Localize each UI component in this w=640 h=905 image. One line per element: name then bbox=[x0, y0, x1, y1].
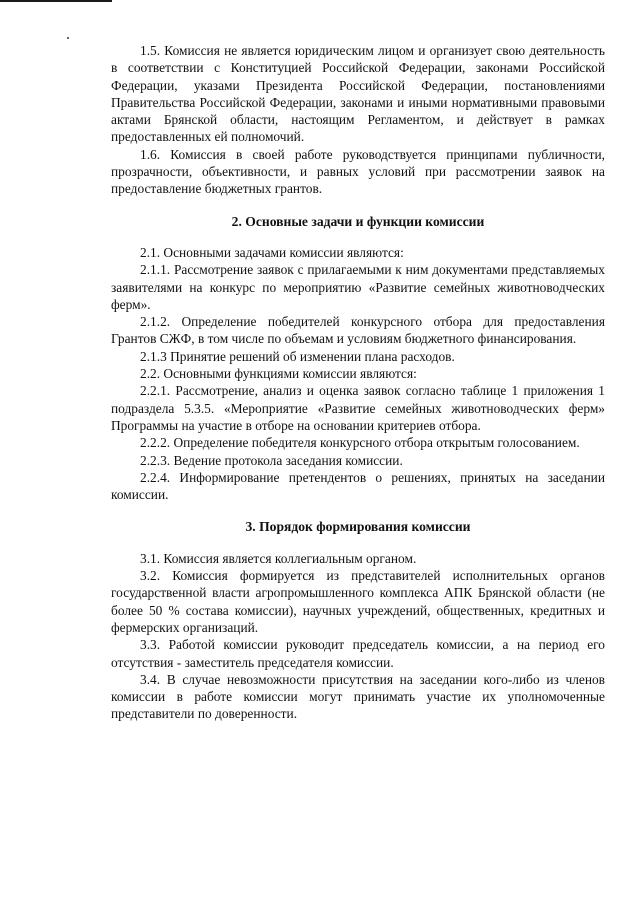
scan-speck bbox=[67, 37, 69, 39]
paragraph-2-1-1: 2.1.1. Рассмотрение заявок с прилагаемыми к ним документами представляемых заявителями на конкурс по мероприятию «Развитие семейных животноводческих ферм». bbox=[111, 262, 605, 312]
paragraph-3-4: 3.4. В случае невозможности присутствия на заседании кого-либо из членов комиссии в работе комиссии могут принимать участие их уполномоченные представители по доверенности. bbox=[111, 671, 605, 722]
paragraph-1-5: 1.5. Комиссия не является юридическим лицом и организует свою деятельность в соответствии с Конституцией Российской Федерации, законами Российской Федерации, указами Президента Российской Федерации, постановлениями Правительства Российской Федерации, законами и иными нормативными правовыми актами Брянской области, настоящим Регламентом, и действует в рамках предоставленных ей полномочий. bbox=[111, 43, 605, 145]
paragraph-1-6: 1.6. Комиссия в своей работе руководствуется принципами публичности, прозрачности, объективности, и равных условий при рассмотрении заявок на предоставление бюджетных грантов. bbox=[111, 146, 605, 197]
paragraph-2-2: 2.2. Основными функциями комиссии являются: bbox=[140, 366, 417, 382]
section-2-heading: 2. Основные задачи и функции комиссии bbox=[231, 213, 485, 229]
paragraph-3-2: 3.2. Комиссия формируется из представителей исполнительных органов государственной власти агропромышленного комплекса АПК Брянской области (не более 50 % состава комиссии), научных учреждений, общественных, кредитных и фермерских организаций. bbox=[111, 568, 605, 635]
paragraph-2-1-2: 2.1.2. Определение победителей конкурсного отбора для предоставления Грантов СЖФ, в том числе по объемам и условиям бюджетного финансирования. bbox=[111, 314, 605, 347]
paragraph-2-2-4: 2.2.4. Информирование претендентов о решениях, принятых на заседании комиссии. bbox=[111, 469, 605, 503]
paragraph-2-2-3: 2.2.3. Ведение протокола заседания комиссии. bbox=[140, 452, 403, 468]
paragraph-2-1: 2.1. Основными задачами комиссии являются: bbox=[140, 244, 404, 260]
section-3-heading: 3. Порядок формирования комиссии bbox=[245, 519, 471, 535]
paragraph-2-2-2: 2.2.2. Определение победителя конкурсного отбора открытым голосованием. bbox=[140, 435, 580, 451]
paragraph-2-1-3: 2.1.3 Принятие решений об изменении плана расходов. bbox=[140, 348, 455, 364]
document-body bbox=[111, 42, 605, 723]
paragraph-3-3: 3.3. Работой комиссии руководит председатель комиссии, а на период его отсутствия - заместитель председателя комиссии. bbox=[111, 637, 605, 670]
paragraph-3-1: 3.1. Комиссия является коллегиальным органом. bbox=[140, 550, 417, 566]
paragraph-2-2-1: 2.2.1. Рассмотрение, анализ и оценка заявок согласно таблице 1 приложения 1 подраздела 5.3.5. «Мероприятие «Развитие семейных животноводческих ферм» Программы на участие в отборе на основании критериев отбора. bbox=[111, 383, 605, 433]
top-edge-rule bbox=[0, 0, 112, 2]
